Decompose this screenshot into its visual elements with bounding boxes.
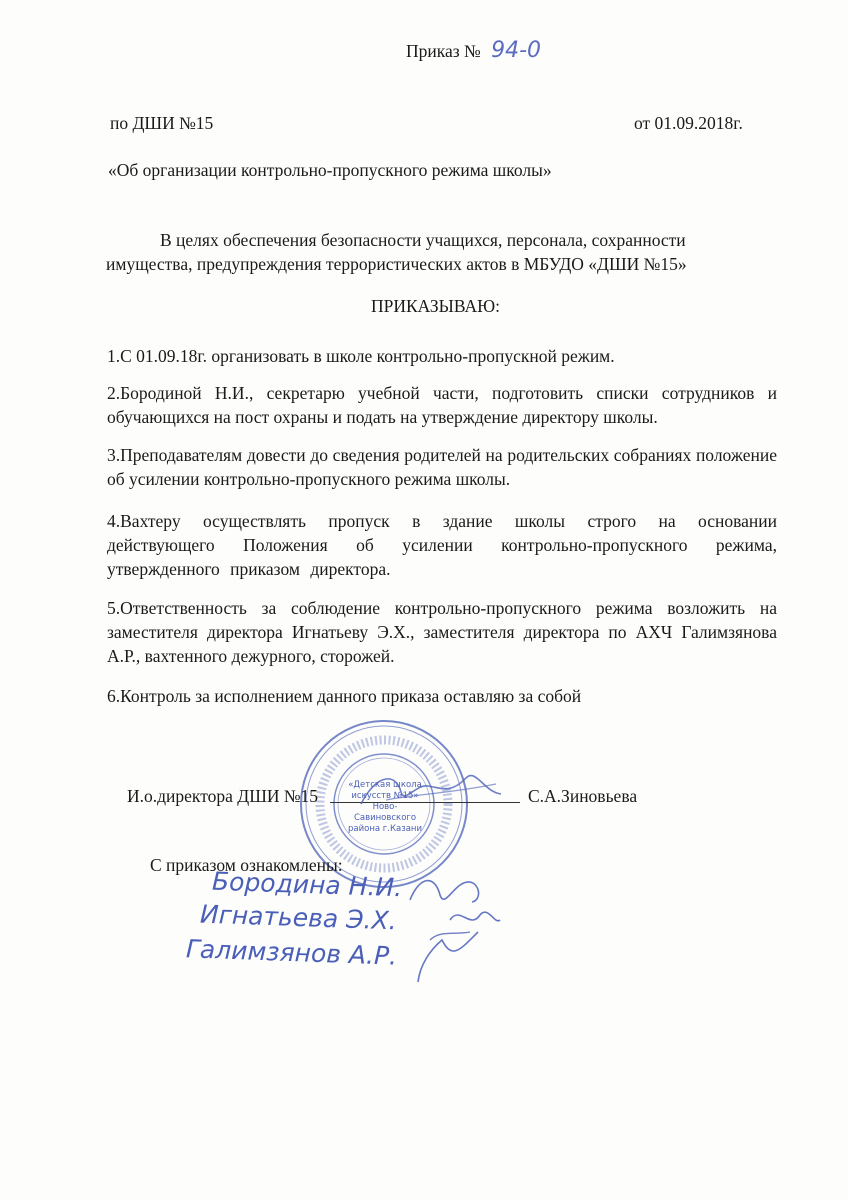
order-item-6: 6.Контроль за исполнением данного приказа оставляю за собой	[107, 686, 582, 706]
handwritten-name-3: Галимзянов А.Р.	[185, 934, 398, 971]
signer-name: С.А.Зиновьева	[528, 786, 638, 806]
order-item-4: 4.Вахтеру осуществлять пропуск в здание школы строго на основании действующего Положения об усилении контрольно-пропускного режима, утвержденного приказом директора.	[107, 511, 777, 579]
preamble-line-1: В целях обеспечения безопасности учащихся, персонала, сохранности	[160, 230, 686, 250]
director-signature	[356, 764, 506, 814]
signatures-scribbles	[400, 870, 510, 990]
acquainted-label: С приказом ознакомлены:	[150, 855, 343, 875]
seal-inner-text: «Детская школа искусств №15» Ново-Савиновского района г.Казани	[347, 780, 423, 834]
handwritten-name-2: Игнатьева Э.Х.	[199, 899, 398, 936]
order-item-3: 3.Преподавателям довести до сведения родителей на родительских собраниях положение об усилении контрольно-пропускного режима школы.	[107, 445, 777, 489]
org-name: по ДШИ №15	[110, 113, 214, 133]
order-label: Приказ №	[406, 41, 481, 61]
preamble-line-2: имущества, предупреждения террористических актов в МБУДО «ДШИ №15»	[106, 254, 687, 274]
order-number-handwritten: 94-0	[491, 38, 542, 63]
order-word: ПРИКАЗЫВАЮ:	[371, 296, 500, 316]
handwritten-name-1: Бородина Н.И.	[211, 866, 403, 903]
order-subject: «Об организации контрольно-пропускного режима школы»	[108, 160, 552, 180]
order-title	[406, 39, 541, 63]
order-item-2: 2.Бородиной Н.И., секретарю учебной части, подготовить списки сотрудников и обучающихся на пост охраны и подать на утверждение директору школы.	[107, 383, 777, 427]
order-item-5: 5.Ответственность за соблюдение контрольно-пропускного режима возложить на заместителя директора Игнатьеву Э.Х., заместителя директора по АХЧ Галимзянова А.Р., вахтенного дежурного, сторожей.	[107, 598, 777, 666]
order-item-1: 1.С 01.09.18г. организовать в школе контрольно-пропускной режим.	[107, 346, 615, 366]
order-date: от 01.09.2018г.	[634, 113, 743, 133]
signer-title: И.о.директора ДШИ №15	[127, 786, 319, 806]
